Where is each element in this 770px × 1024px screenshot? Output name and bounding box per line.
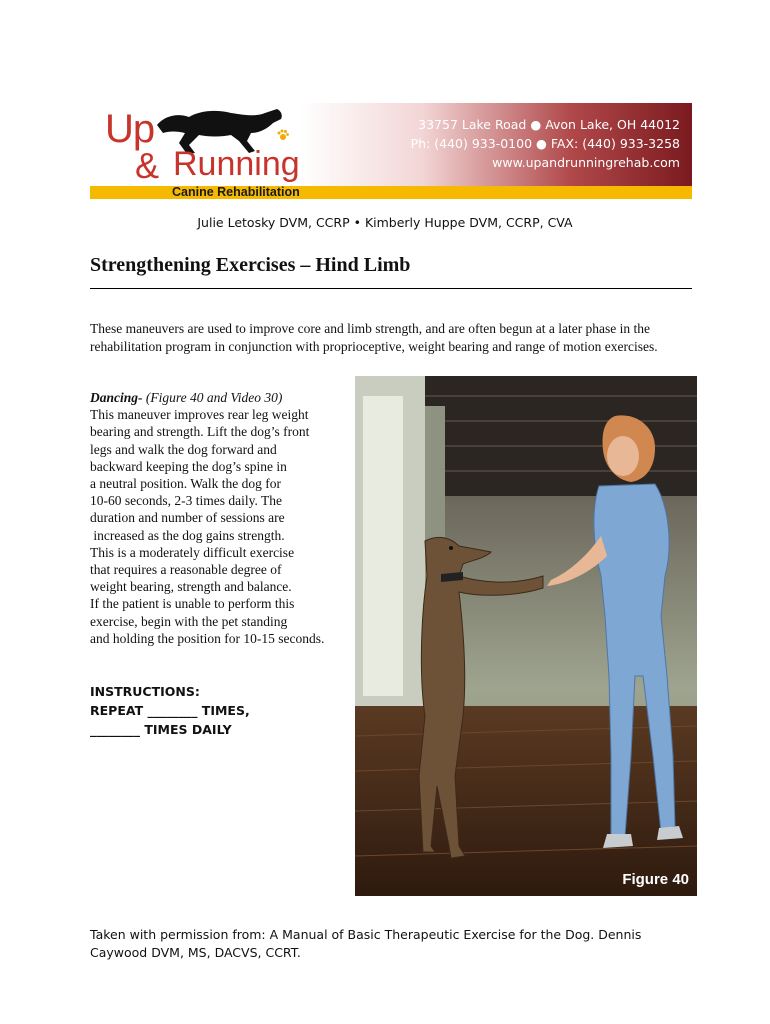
logo-up-text: Up: [105, 107, 155, 151]
header-band: [90, 186, 692, 199]
paw-icon: [277, 129, 289, 141]
dancing-heading-line: [90, 389, 352, 406]
figure-photo: [355, 376, 697, 896]
phone-fax: Ph: (440) 933-0100 ● FAX: (440) 933-3258: [410, 136, 680, 151]
dancing-line: This is a moderately difficult exercise: [90, 544, 295, 560]
letterhead: [90, 103, 692, 187]
dancing-line: 10-60 seconds, 2-3 times daily. The: [90, 493, 282, 509]
dancing-line: increased as the dog gains strength.: [90, 527, 285, 543]
dancing-line: This maneuver improves rear leg weight: [90, 407, 309, 423]
dancing-line: legs and walk the dog forward and: [90, 441, 277, 457]
dancing-line: bearing and strength. Lift the dog’s front: [90, 424, 310, 440]
page-title: Strengthening Exercises – Hind Limb: [90, 254, 411, 276]
logo-running-text: Running: [173, 145, 300, 183]
footer-citation: Taken with permission from: A Manual of Basic Therapeutic Exercise for the Dog. Dennis Caywood DVM, MS, DACVS, CCRT.: [90, 927, 642, 960]
dancing-line: If the patient is unable to perform this: [90, 596, 295, 612]
figure-label: Figure 40: [622, 871, 689, 888]
up-and-running-logo: [105, 107, 335, 185]
band-label: Canine Rehabilitation: [172, 185, 300, 199]
contact-block: [411, 115, 680, 172]
dancing-line: backward keeping the dog’s spine in: [90, 458, 287, 474]
dancing-line: duration and number of sessions are: [90, 510, 285, 526]
dancing-line: weight bearing, strength and balance.: [90, 579, 292, 595]
dancing-line: exercise, begin with the pet standing: [90, 613, 288, 629]
address: 33757 Lake Road ● Avon Lake, OH 44012: [418, 117, 680, 132]
logo-ampersand: &: [135, 145, 160, 186]
instructions-label: INSTRUCTIONS:: [90, 684, 200, 699]
intro-paragraph: These maneuvers are used to improve core and limb strength, and are often begun at a later phase in the rehabilitation program in conjunction with proprioceptive, weight bearing and range of motion exercises.: [90, 321, 658, 354]
dog-dancing-illustration: [355, 376, 697, 896]
dancing-line: and holding the position for 10-15 seconds.: [90, 630, 325, 646]
dancing-heading: Dancing-: [90, 390, 143, 405]
dancing-line: a neutral position. Walk the dog for: [90, 476, 281, 492]
dancing-section: [90, 389, 352, 647]
dancing-reference: (Figure 40 and Video 30): [145, 390, 283, 405]
title-divider: [90, 288, 692, 289]
instructions-block: [90, 682, 250, 739]
authors-line: Julie Letosky DVM, CCRP • Kimberly Huppe DVM, CCRP, CVA: [197, 215, 573, 230]
website: www.upandrunningrehab.com: [492, 155, 680, 170]
dancing-line: that requires a reasonable degree of: [90, 562, 282, 578]
instructions-repeat: REPEAT ________ TIMES,: [90, 703, 250, 718]
instructions-daily: ________ TIMES DAILY: [90, 722, 232, 737]
